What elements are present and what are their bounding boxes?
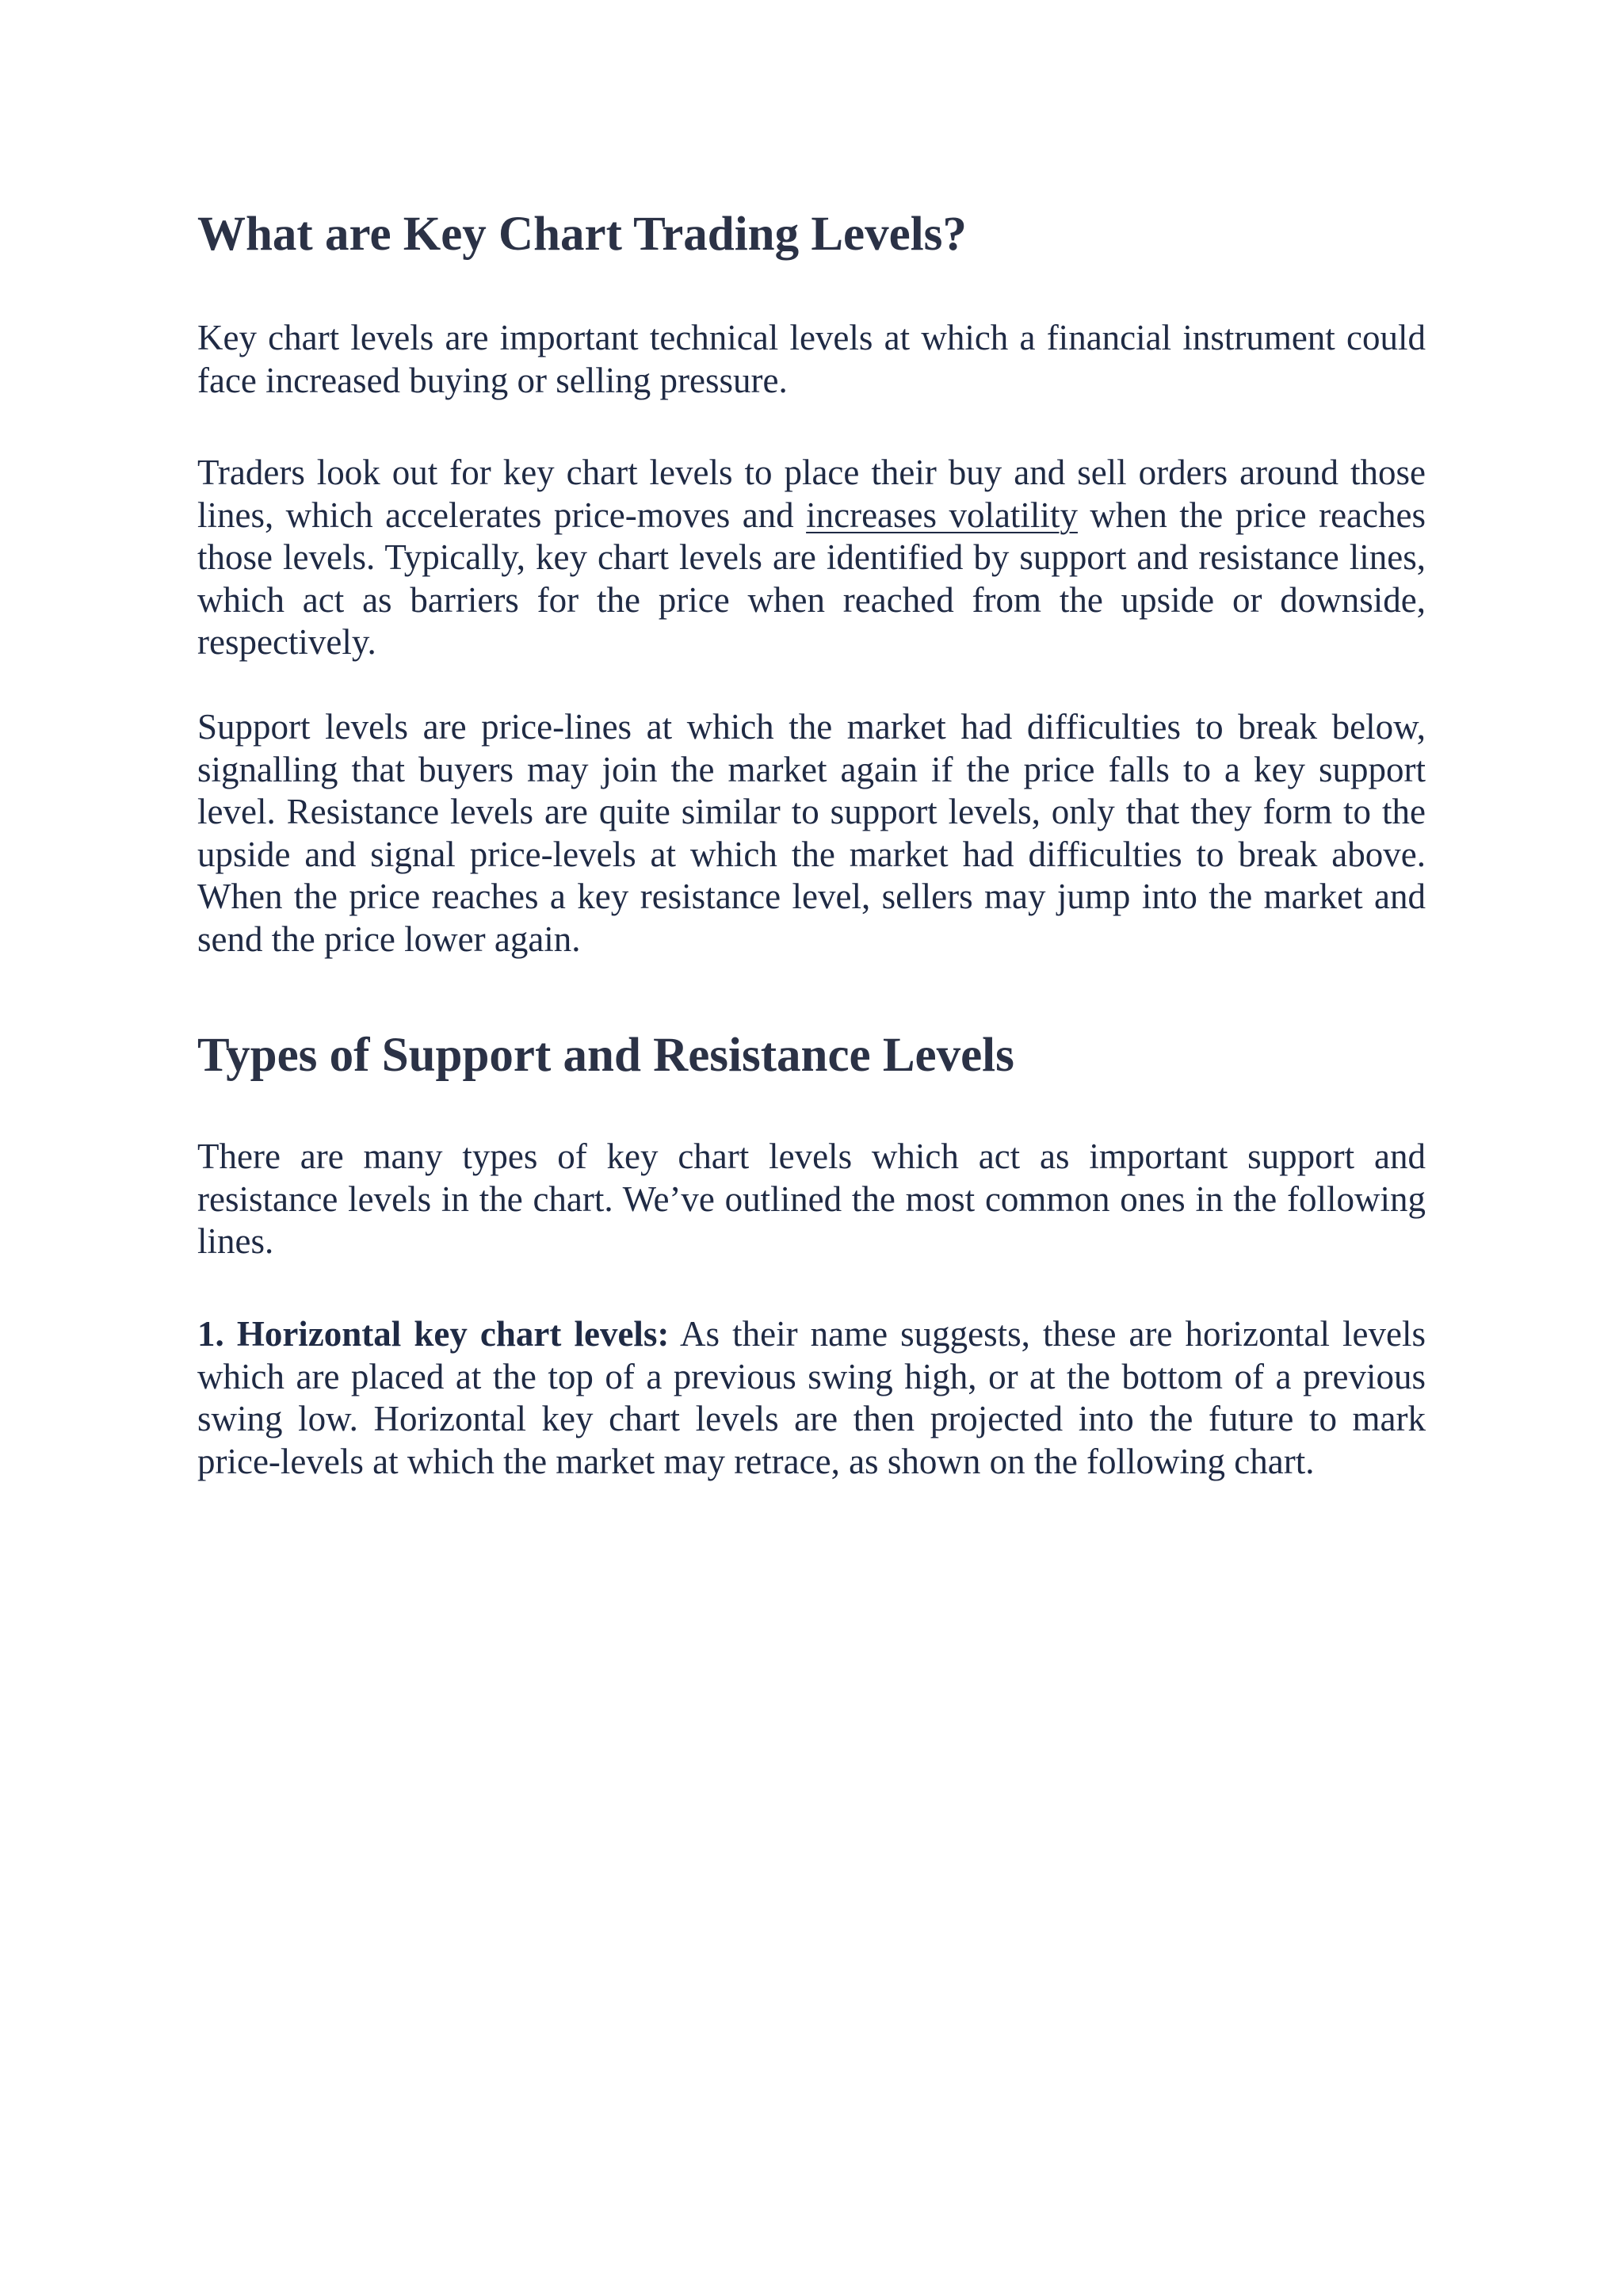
paragraph-text: Key chart levels are important technical levels at which a financial instrument could face increased buying or selling pressure.: [197, 318, 1426, 400]
section-heading-types-of-levels: Types of Support and Resistance Levels: [197, 1029, 1014, 1082]
paragraph-support-resistance: [197, 706, 1426, 961]
list-item-text: As their name suggests, these are horizontal levels which are placed at the top of a previous swing high, or at the bottom of a previous swing low. Horizontal key chart levels are then projected into the future to mark price-levels at which the market may retrace, as shown on the following chart.: [197, 1314, 1426, 1481]
paragraph-text: when the price reaches those levels. Typically, key chart levels are identified by support and resistance lines, which act as barriers for the price when reached from the upside or downside, respectively.: [197, 495, 1426, 662]
paragraph-key-levels-definition: [197, 317, 1426, 402]
paragraph-types-intro: [197, 1136, 1426, 1263]
increases-volatility-link[interactable]: increases volatility: [806, 495, 1078, 535]
paragraph-traders-orders: [197, 452, 1426, 664]
paragraph-text: There are many types of key chart levels which act as important support and resistance levels in the chart. We’ve outlined the most common ones in the following lines.: [197, 1137, 1426, 1261]
list-item-label: 1. Horizontal key chart levels:: [197, 1314, 670, 1354]
section-heading-key-chart-levels: What are Key Chart Trading Levels?: [197, 208, 967, 261]
paragraph-text: Traders look out for key chart levels to place their buy and sell orders around those lines, which accelerates price-moves and: [197, 453, 1426, 535]
paragraph-horizontal-levels: [197, 1313, 1426, 1483]
paragraph-text: Support levels are price-lines at which the market had difficulties to break below, signalling that buyers may join the market again if the price falls to a key support level. Resistance levels are quite similar to support levels, only that they form to the upside and signal price-levels at which the market had difficulties to break above. When the price reaches a key resistance level, sellers may jump into the market and send the price lower again.: [197, 707, 1426, 959]
